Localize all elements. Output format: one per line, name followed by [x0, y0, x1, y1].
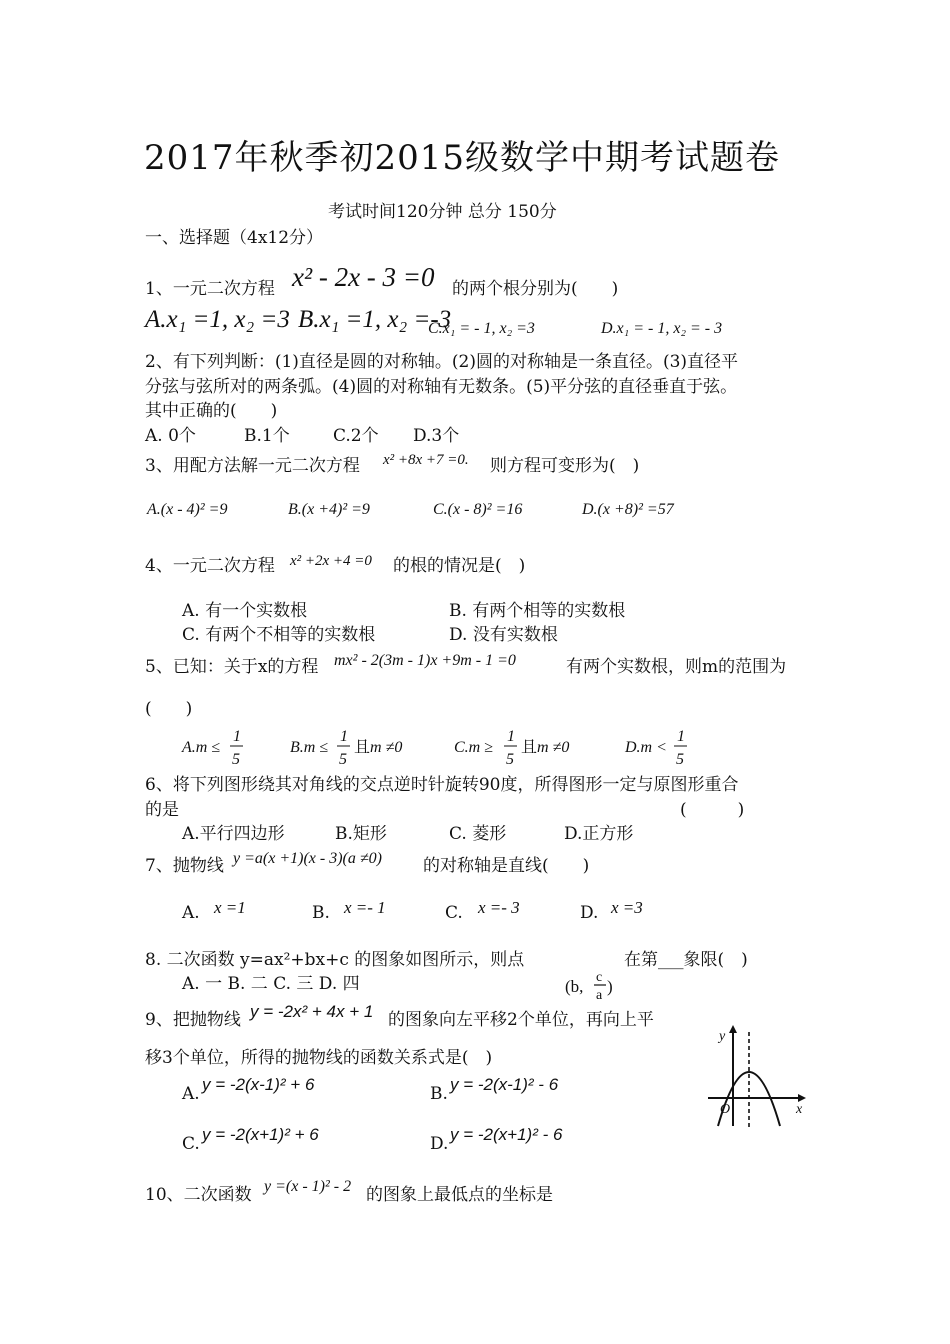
q1-prefix: 1、一元二次方程	[145, 279, 275, 299]
graph-y-label: y	[719, 1029, 726, 1044]
q3-suffix: 则方程可变形为( )	[490, 456, 640, 476]
q7-option-a-value: x =1	[214, 898, 246, 917]
q1-equation: x² - 2x - 3 =0	[292, 262, 435, 292]
q7-option-a: A.	[182, 903, 200, 923]
q7-option-c: C.	[445, 903, 463, 923]
svg-text:A.m ≤: A.m ≤	[182, 739, 221, 756]
q7-equation: y =a(x +1)(x - 3)(a ≠0)	[233, 850, 382, 867]
q9-option-a: A.	[182, 1084, 200, 1104]
svg-text:且: 且	[521, 739, 538, 756]
q7-option-b-value: x =- 1	[344, 898, 386, 917]
q6-option-a: A.平行四边形	[182, 824, 285, 844]
q2-option-b: B.1个	[244, 426, 290, 446]
q3-option-b: B.(x +4)² =9	[288, 501, 370, 518]
q10-prefix: 10、二次函数	[145, 1185, 252, 1205]
q5-prefix: 5、已知：关于x的方程	[145, 657, 319, 677]
svg-text:a: a	[596, 988, 603, 1003]
q7-prefix: 7、抛物线	[145, 856, 224, 876]
q6-option-b: B.矩形	[335, 824, 387, 844]
q5-equation: mx² - 2(3m - 1)x +9m - 1 =0	[334, 652, 516, 669]
svg-text:1: 1	[507, 728, 515, 745]
q3-prefix: 3、用配方法解一元二次方程	[145, 456, 360, 476]
svg-text:5: 5	[232, 751, 240, 768]
q9-option-a-formula: y = -2(x-1)² + 6	[202, 1075, 315, 1094]
q4-option-c: C. 有两个不相等的实数根	[182, 625, 376, 645]
q4-prefix: 4、一元二次方程	[145, 556, 275, 576]
q5-answer-paren: ( )	[145, 699, 193, 719]
q1-option-d: D.x₁ = - 1, x₂ = - 3	[601, 320, 723, 337]
q8-point-formula	[564, 966, 624, 1006]
q7-option-d-value: x =3	[611, 898, 643, 917]
q2-option-c: C.2个	[333, 426, 379, 446]
q4-option-b: B. 有两个相等的实数根	[449, 601, 626, 621]
q2-option-d: D.3个	[413, 426, 460, 446]
svg-text:B.m ≤: B.m ≤	[290, 739, 329, 756]
q9-option-b-formula: y = -2(x-1)² - 6	[450, 1075, 559, 1094]
svg-text:1: 1	[677, 728, 685, 745]
q7-suffix: 的对称轴是直线( )	[423, 856, 590, 876]
q6-answer-paren: ( )	[680, 800, 745, 820]
q7-option-b: B.	[312, 903, 330, 923]
q1-option-a: A.x₁ =1, x₂ =3	[145, 306, 290, 333]
graph-x-label: x	[796, 1102, 803, 1117]
q10-equation: y =(x - 1)² - 2	[264, 1178, 352, 1195]
q5-options-math	[178, 726, 738, 772]
graph-x-arrow	[798, 1094, 806, 1102]
svg-text:c: c	[596, 970, 603, 985]
q4-equation: x² +2x +4 =0	[290, 553, 372, 569]
q4-option-a: A. 有一个实数根	[182, 601, 308, 621]
svg-text:1: 1	[340, 728, 348, 745]
svg-text:5: 5	[506, 751, 514, 768]
section-heading: 一、选择题（4x12分）	[145, 228, 324, 248]
q6-line-2: 的是	[145, 800, 179, 820]
q7-option-c-value: x =- 3	[478, 898, 520, 917]
q4-option-d: D. 没有实数根	[449, 625, 558, 645]
q9-option-b: B.	[430, 1084, 448, 1104]
q6-line-1: 6、将下列图形绕其对角线的交点逆时针旋转90度，所得图形一定与原图形重合	[145, 775, 739, 795]
q9-option-d-formula: y = -2(x+1)² - 6	[450, 1125, 563, 1144]
svg-text:D.m <: D.m <	[625, 739, 667, 756]
svg-text:且: 且	[354, 739, 371, 756]
q5-suffix: 有两个实数根，则m的范围为	[566, 657, 787, 677]
page-title: 2017年秋季初2015级数学中期考试题卷	[144, 138, 781, 178]
q9-equation: y = -2x² + 4x + 1	[250, 1002, 374, 1021]
exam-info: 考试时间120分钟 总分 150分	[328, 202, 557, 222]
q4-suffix: 的根的情况是( )	[393, 556, 526, 576]
q2-line-3: 其中正确的( )	[145, 401, 278, 421]
q9-option-d: D.	[430, 1134, 449, 1154]
svg-text:C.m ≥: C.m ≥	[454, 739, 494, 756]
q8-options: A. 一 B. 二 C. 三 D. 四	[182, 974, 360, 994]
q2-option-a: A. 0个	[145, 426, 196, 446]
q8-suffix: 在第___象限( )	[624, 950, 748, 970]
q9-suffix: 的图象向左平移2个单位，再向上平	[388, 1010, 654, 1030]
graph-origin-label: O	[720, 1102, 731, 1117]
q1-option-c: C.x₁ = - 1, x₂ =3	[428, 320, 535, 337]
q8-prefix: 8. 二次函数 y=ax²+bx+c 的图象如图所示，则点	[145, 950, 525, 970]
q9-option-c-formula: y = -2(x+1)² + 6	[202, 1125, 319, 1144]
q2-line-1: 2、有下列判断：(1)直径是圆的对称轴。(2)圆的对称轴是一条直径。(3)直径平	[145, 352, 739, 372]
svg-text:1: 1	[233, 728, 241, 745]
q3-equation: x² +8x +7 =0.	[383, 452, 469, 468]
q6-option-c: C. 菱形	[449, 824, 507, 844]
q9-prefix: 9、把抛物线	[145, 1010, 241, 1030]
q2-line-2: 分弦与弦所对的两条弧。(4)圆的对称轴有无数条。(5)平分弦的直径垂直于弦。	[145, 377, 738, 397]
q10-suffix: 的图象上最低点的坐标是	[366, 1185, 553, 1205]
q9-option-c: C.	[182, 1134, 200, 1154]
parabola-graph	[704, 1022, 810, 1134]
q3-option-d: D.(x +8)² =57	[582, 501, 674, 518]
svg-text:m ≠0: m ≠0	[537, 739, 570, 756]
graph-y-arrow	[729, 1025, 737, 1033]
q1-option-b: B.x₁ =1, x₂ =-3	[298, 306, 452, 333]
q7-option-d: D.	[580, 903, 599, 923]
q3-option-a: A.(x - 4)² =9	[147, 501, 228, 518]
svg-text:5: 5	[676, 751, 684, 768]
q6-option-d: D.正方形	[564, 824, 634, 844]
svg-text:5: 5	[339, 751, 347, 768]
svg-text:m ≠0: m ≠0	[370, 739, 403, 756]
q9-line-2: 移3个单位，所得的抛物线的函数关系式是( )	[145, 1048, 493, 1068]
q1-suffix: 的两个根分别为( )	[452, 279, 619, 299]
svg-text:(b,: (b,	[565, 977, 584, 996]
q3-option-c: C.(x - 8)² =16	[433, 501, 523, 518]
svg-text:): )	[607, 977, 613, 996]
